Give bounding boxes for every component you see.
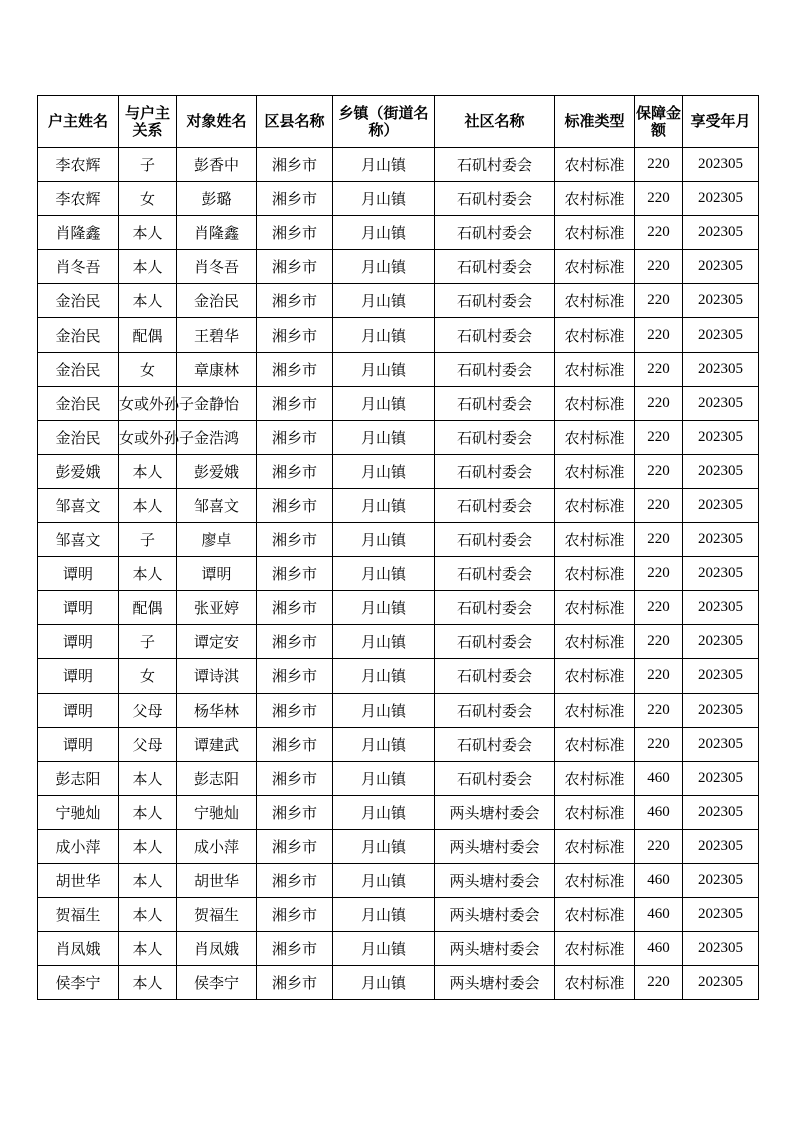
header-district: 区县名称 [257, 96, 333, 148]
period-cell: 202305 [683, 829, 759, 863]
relation-cell: 本人 [119, 863, 177, 897]
period-cell: 202305 [683, 148, 759, 182]
community-cell: 两头塘村委会 [435, 829, 555, 863]
recipient-name-cell: 侯李宁 [177, 966, 257, 1000]
period-cell: 202305 [683, 352, 759, 386]
district-cell: 湘乡市 [257, 863, 333, 897]
amount-cell: 460 [635, 898, 683, 932]
district-cell: 湘乡市 [257, 352, 333, 386]
relation-text: 女或外孙子 [119, 394, 195, 413]
district-cell: 湘乡市 [257, 523, 333, 557]
recipient-name-cell: 张亚婷 [177, 591, 257, 625]
recipient-name-cell: 邹喜文 [177, 488, 257, 522]
community-cell: 两头塘村委会 [435, 795, 555, 829]
relation-text: 女或外孙子 [119, 428, 195, 447]
standard-type-cell: 农村标准 [555, 727, 635, 761]
town-cell: 月山镇 [333, 420, 435, 454]
community-cell: 石矶村委会 [435, 454, 555, 488]
amount-cell: 460 [635, 932, 683, 966]
amount-cell: 460 [635, 795, 683, 829]
district-cell: 湘乡市 [257, 557, 333, 591]
amount-cell: 220 [635, 523, 683, 557]
table-header [38, 96, 759, 148]
household-head-cell: 李农辉 [38, 182, 119, 216]
district-cell: 湘乡市 [257, 659, 333, 693]
header-town: 乡镇（街道名称） [333, 96, 435, 148]
household-head-cell: 谭明 [38, 693, 119, 727]
district-cell: 湘乡市 [257, 284, 333, 318]
relation-cell: 配偶 [119, 591, 177, 625]
town-cell: 月山镇 [333, 693, 435, 727]
standard-type-cell: 农村标准 [555, 488, 635, 522]
community-cell: 两头塘村委会 [435, 898, 555, 932]
district-cell: 湘乡市 [257, 966, 333, 1000]
standard-type-cell: 农村标准 [555, 829, 635, 863]
recipient-name-cell: 成小萍 [177, 829, 257, 863]
relation-cell: 本人 [119, 829, 177, 863]
town-cell: 月山镇 [333, 898, 435, 932]
town-cell: 月山镇 [333, 966, 435, 1000]
household-head-cell: 侯李宁 [38, 966, 119, 1000]
period-cell: 202305 [683, 693, 759, 727]
standard-type-cell: 农村标准 [555, 761, 635, 795]
household-head-cell: 邹喜文 [38, 523, 119, 557]
relation-cell [119, 420, 195, 454]
recipient-name-cell: 谭明 [177, 557, 257, 591]
amount-cell: 220 [635, 727, 683, 761]
table-row [38, 829, 759, 863]
relation-cell: 本人 [119, 557, 177, 591]
community-cell: 石矶村委会 [435, 488, 555, 522]
town-cell: 月山镇 [333, 591, 435, 625]
period-cell: 202305 [683, 318, 759, 352]
town-cell: 月山镇 [333, 250, 435, 284]
relation-cell: 子 [119, 523, 177, 557]
household-head-cell: 肖凤娥 [38, 932, 119, 966]
standard-type-cell: 农村标准 [555, 795, 635, 829]
district-cell: 湘乡市 [257, 386, 333, 420]
town-cell: 月山镇 [333, 625, 435, 659]
town-cell: 月山镇 [333, 829, 435, 863]
amount-cell: 460 [635, 761, 683, 795]
town-cell: 月山镇 [333, 727, 435, 761]
relation-cell: 女 [119, 659, 177, 693]
standard-type-cell: 农村标准 [555, 625, 635, 659]
recipient-name-cell: 彭香中 [177, 148, 257, 182]
community-cell: 石矶村委会 [435, 659, 555, 693]
recipient-name-cell: 章康林 [177, 352, 257, 386]
header-relation: 与户主关系 [119, 96, 177, 148]
header-row [38, 96, 759, 148]
district-cell: 湘乡市 [257, 693, 333, 727]
recipient-name-cell: 金静怡 [177, 386, 257, 420]
town-cell: 月山镇 [333, 761, 435, 795]
table-row [38, 318, 759, 352]
community-cell: 石矶村委会 [435, 557, 555, 591]
recipient-name-cell: 宁驰灿 [177, 795, 257, 829]
relation-cell: 女 [119, 352, 177, 386]
table-row [38, 420, 759, 454]
standard-type-cell: 农村标准 [555, 557, 635, 591]
district-cell: 湘乡市 [257, 250, 333, 284]
household-head-cell: 谭明 [38, 727, 119, 761]
town-cell: 月山镇 [333, 148, 435, 182]
district-cell: 湘乡市 [257, 182, 333, 216]
table-row [38, 216, 759, 250]
amount-cell: 220 [635, 352, 683, 386]
standard-type-cell: 农村标准 [555, 659, 635, 693]
amount-cell: 460 [635, 863, 683, 897]
table-row [38, 693, 759, 727]
header-community: 社区名称 [435, 96, 555, 148]
household-head-cell: 谭明 [38, 659, 119, 693]
amount-cell: 220 [635, 659, 683, 693]
table-row [38, 352, 759, 386]
district-cell: 湘乡市 [257, 591, 333, 625]
relation-cell: 本人 [119, 216, 177, 250]
standard-type-cell: 农村标准 [555, 148, 635, 182]
table-row [38, 795, 759, 829]
household-head-cell: 谭明 [38, 591, 119, 625]
household-head-cell: 彭志阳 [38, 761, 119, 795]
recipient-name-cell: 彭志阳 [177, 761, 257, 795]
standard-type-cell: 农村标准 [555, 966, 635, 1000]
household-head-cell: 贺福生 [38, 898, 119, 932]
amount-cell: 220 [635, 318, 683, 352]
table-row [38, 761, 759, 795]
period-cell: 202305 [683, 727, 759, 761]
period-cell: 202305 [683, 454, 759, 488]
standard-type-cell: 农村标准 [555, 216, 635, 250]
amount-cell: 220 [635, 250, 683, 284]
period-cell: 202305 [683, 932, 759, 966]
town-cell: 月山镇 [333, 318, 435, 352]
community-cell: 石矶村委会 [435, 693, 555, 727]
town-cell: 月山镇 [333, 284, 435, 318]
relation-cell: 本人 [119, 250, 177, 284]
recipient-name-cell: 谭建武 [177, 727, 257, 761]
household-head-cell: 金治民 [38, 420, 119, 454]
household-head-cell: 肖冬吾 [38, 250, 119, 284]
community-cell: 石矶村委会 [435, 352, 555, 386]
standard-type-cell: 农村标准 [555, 898, 635, 932]
district-cell: 湘乡市 [257, 625, 333, 659]
district-cell: 湘乡市 [257, 216, 333, 250]
amount-cell: 220 [635, 454, 683, 488]
household-head-cell: 金治民 [38, 318, 119, 352]
period-cell: 202305 [683, 420, 759, 454]
standard-type-cell: 农村标准 [555, 454, 635, 488]
table-body [38, 148, 759, 1000]
table-row [38, 284, 759, 318]
period-cell: 202305 [683, 488, 759, 522]
community-cell: 石矶村委会 [435, 591, 555, 625]
period-cell: 202305 [683, 523, 759, 557]
household-head-cell: 宁驰灿 [38, 795, 119, 829]
period-cell: 202305 [683, 557, 759, 591]
standard-type-cell: 农村标准 [555, 523, 635, 557]
district-cell: 湘乡市 [257, 898, 333, 932]
community-cell: 石矶村委会 [435, 182, 555, 216]
standard-type-cell: 农村标准 [555, 863, 635, 897]
town-cell: 月山镇 [333, 182, 435, 216]
community-cell: 石矶村委会 [435, 761, 555, 795]
header-standard-type: 标准类型 [555, 96, 635, 148]
table-row [38, 863, 759, 897]
period-cell: 202305 [683, 898, 759, 932]
community-cell: 石矶村委会 [435, 148, 555, 182]
recipient-name-cell: 金浩鸿 [177, 420, 257, 454]
header-household-head: 户主姓名 [38, 96, 119, 148]
standard-type-cell: 农村标准 [555, 284, 635, 318]
standard-type-cell: 农村标准 [555, 420, 635, 454]
relation-cell: 子 [119, 625, 177, 659]
household-head-cell: 金治民 [38, 386, 119, 420]
district-cell: 湘乡市 [257, 488, 333, 522]
period-cell: 202305 [683, 761, 759, 795]
table-row [38, 557, 759, 591]
period-cell: 202305 [683, 386, 759, 420]
recipient-name-cell: 彭璐 [177, 182, 257, 216]
household-head-cell: 谭明 [38, 625, 119, 659]
community-cell: 两头塘村委会 [435, 932, 555, 966]
relation-cell [119, 386, 195, 420]
relation-cell: 配偶 [119, 318, 177, 352]
period-cell: 202305 [683, 591, 759, 625]
table-row [38, 727, 759, 761]
community-cell: 石矶村委会 [435, 250, 555, 284]
town-cell: 月山镇 [333, 863, 435, 897]
amount-cell: 220 [635, 829, 683, 863]
household-head-cell: 成小萍 [38, 829, 119, 863]
community-cell: 石矶村委会 [435, 318, 555, 352]
period-cell: 202305 [683, 182, 759, 216]
household-head-cell: 李农辉 [38, 148, 119, 182]
amount-cell: 220 [635, 182, 683, 216]
amount-cell: 220 [635, 625, 683, 659]
community-cell: 石矶村委会 [435, 386, 555, 420]
household-head-cell: 金治民 [38, 352, 119, 386]
table-row [38, 966, 759, 1000]
recipient-name-cell: 贺福生 [177, 898, 257, 932]
household-head-cell: 谭明 [38, 557, 119, 591]
district-cell: 湘乡市 [257, 727, 333, 761]
header-period: 享受年月 [683, 96, 759, 148]
recipient-name-cell: 肖凤娥 [177, 932, 257, 966]
amount-cell: 220 [635, 591, 683, 625]
table-row [38, 488, 759, 522]
amount-cell: 220 [635, 148, 683, 182]
relation-cell: 本人 [119, 932, 177, 966]
standard-type-cell: 农村标准 [555, 182, 635, 216]
period-cell: 202305 [683, 250, 759, 284]
town-cell: 月山镇 [333, 216, 435, 250]
community-cell: 两头塘村委会 [435, 966, 555, 1000]
town-cell: 月山镇 [333, 352, 435, 386]
header-amount: 保障金额 [635, 96, 683, 148]
community-cell: 石矶村委会 [435, 523, 555, 557]
relation-cell: 本人 [119, 284, 177, 318]
standard-type-cell: 农村标准 [555, 932, 635, 966]
amount-cell: 220 [635, 420, 683, 454]
recipient-name-cell: 彭爱娥 [177, 454, 257, 488]
town-cell: 月山镇 [333, 386, 435, 420]
community-cell: 两头塘村委会 [435, 863, 555, 897]
table-row [38, 250, 759, 284]
table-row [38, 932, 759, 966]
district-cell: 湘乡市 [257, 454, 333, 488]
standard-type-cell: 农村标准 [555, 386, 635, 420]
standard-type-cell: 农村标准 [555, 318, 635, 352]
household-head-cell: 肖隆鑫 [38, 216, 119, 250]
standard-type-cell: 农村标准 [555, 352, 635, 386]
town-cell: 月山镇 [333, 523, 435, 557]
household-head-cell: 邹喜文 [38, 488, 119, 522]
relation-cell: 本人 [119, 795, 177, 829]
district-cell: 湘乡市 [257, 761, 333, 795]
amount-cell: 220 [635, 966, 683, 1000]
recipient-name-cell: 金治民 [177, 284, 257, 318]
town-cell: 月山镇 [333, 659, 435, 693]
table-row [38, 523, 759, 557]
table-row [38, 659, 759, 693]
relation-cell: 本人 [119, 898, 177, 932]
relation-cell: 女 [119, 182, 177, 216]
district-cell: 湘乡市 [257, 829, 333, 863]
community-cell: 石矶村委会 [435, 216, 555, 250]
table-row [38, 386, 759, 420]
relation-cell: 本人 [119, 966, 177, 1000]
community-cell: 石矶村委会 [435, 625, 555, 659]
table-row [38, 898, 759, 932]
recipient-name-cell: 肖隆鑫 [177, 216, 257, 250]
community-cell: 石矶村委会 [435, 284, 555, 318]
recipient-name-cell: 谭定安 [177, 625, 257, 659]
recipient-name-cell: 谭诗淇 [177, 659, 257, 693]
table-row [38, 454, 759, 488]
district-cell: 湘乡市 [257, 420, 333, 454]
period-cell: 202305 [683, 863, 759, 897]
amount-cell: 220 [635, 557, 683, 591]
relation-cell: 本人 [119, 454, 177, 488]
relation-cell: 父母 [119, 727, 177, 761]
household-head-cell: 金治民 [38, 284, 119, 318]
district-cell: 湘乡市 [257, 318, 333, 352]
relation-cell: 本人 [119, 761, 177, 795]
relation-cell: 本人 [119, 488, 177, 522]
relation-cell: 子 [119, 148, 177, 182]
recipient-name-cell: 胡世华 [177, 863, 257, 897]
household-head-cell: 彭爱娥 [38, 454, 119, 488]
assistance-roster-table [37, 95, 759, 1000]
period-cell: 202305 [683, 795, 759, 829]
period-cell: 202305 [683, 284, 759, 318]
period-cell: 202305 [683, 966, 759, 1000]
district-cell: 湘乡市 [257, 932, 333, 966]
town-cell: 月山镇 [333, 454, 435, 488]
recipient-name-cell: 杨华林 [177, 693, 257, 727]
relation-cell: 父母 [119, 693, 177, 727]
standard-type-cell: 农村标准 [555, 693, 635, 727]
table-row [38, 148, 759, 182]
amount-cell: 220 [635, 386, 683, 420]
table-row [38, 182, 759, 216]
period-cell: 202305 [683, 625, 759, 659]
header-recipient-name: 对象姓名 [177, 96, 257, 148]
recipient-name-cell: 肖冬吾 [177, 250, 257, 284]
district-cell: 湘乡市 [257, 795, 333, 829]
amount-cell: 220 [635, 216, 683, 250]
standard-type-cell: 农村标准 [555, 591, 635, 625]
town-cell: 月山镇 [333, 795, 435, 829]
community-cell: 石矶村委会 [435, 727, 555, 761]
amount-cell: 220 [635, 693, 683, 727]
amount-cell: 220 [635, 488, 683, 522]
community-cell: 石矶村委会 [435, 420, 555, 454]
household-head-cell: 胡世华 [38, 863, 119, 897]
town-cell: 月山镇 [333, 932, 435, 966]
table-row [38, 625, 759, 659]
district-cell: 湘乡市 [257, 148, 333, 182]
table-row [38, 591, 759, 625]
amount-cell: 220 [635, 284, 683, 318]
recipient-name-cell: 王碧华 [177, 318, 257, 352]
standard-type-cell: 农村标准 [555, 250, 635, 284]
town-cell: 月山镇 [333, 488, 435, 522]
period-cell: 202305 [683, 216, 759, 250]
recipient-name-cell: 廖卓 [177, 523, 257, 557]
town-cell: 月山镇 [333, 557, 435, 591]
period-cell: 202305 [683, 659, 759, 693]
